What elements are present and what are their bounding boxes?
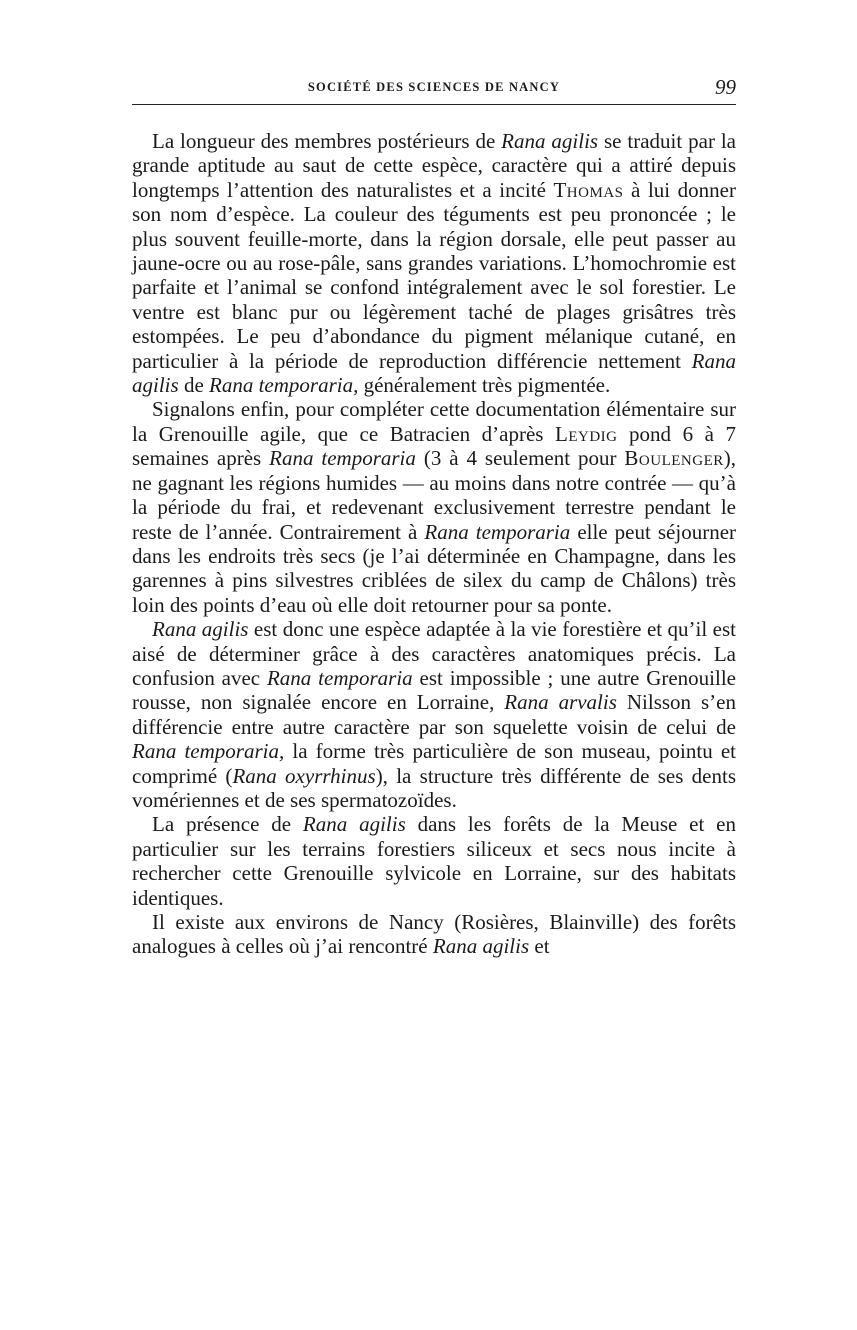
paragraph bbox=[132, 129, 736, 397]
text-run: ), la structure très différente de ses dents vomériennes et de ses spermatozoïdes. bbox=[132, 763, 736, 812]
species-name: Rana temporaria bbox=[424, 519, 571, 544]
paragraph bbox=[132, 910, 736, 959]
species-name: Rana arvalis bbox=[504, 690, 617, 715]
species-name: Rana agilis bbox=[132, 348, 736, 398]
text-run: se traduit par la grande aptitude au saut de cette espèce, caractère qui a attiré depuis longtemps l’attention des naturalistes et a incité bbox=[132, 129, 736, 202]
text-run: (3 à 4 seulement pour bbox=[415, 446, 625, 471]
species-name: Rana temporaria, bbox=[132, 739, 285, 764]
author-name: Boulenger bbox=[624, 446, 724, 471]
paragraph bbox=[132, 397, 736, 617]
text-run: généralement très pigmentée. bbox=[358, 373, 611, 398]
species-name: Rana oxyrrhinus bbox=[232, 763, 376, 788]
paragraph bbox=[132, 617, 736, 812]
species-name: Rana temporaria bbox=[266, 665, 413, 690]
text-run: dans les forêts de la Meuse et en particulier sur les terrains forestiers siliceux et secs nous incite à rechercher cette Grenouille sylvicole en Lorraine, sur des habitats identiques. bbox=[132, 812, 736, 910]
species-name: Rana agilis bbox=[432, 934, 530, 959]
text-run: Signalons enfin, pour compléter cette documentation élémentaire sur la Grenouille agile, que ce Batracien d’après bbox=[132, 397, 736, 446]
text-run: est impossible ; une autre Grenouille rousse, non signalée encore en Lorraine, bbox=[132, 665, 737, 715]
text-run: elle peut séjourner dans les endroits très secs (je l’ai déterminée en Champagne, dans les garennes à pins silvestres criblées de silex du camp de Châlons) très loin des points d’eau où elle doit retourner pour sa ponte. bbox=[132, 519, 737, 617]
text-run: La longueur des membres postérieurs de bbox=[152, 129, 502, 153]
species-name: Rana agilis bbox=[302, 812, 406, 837]
text-run: Nilsson s’en différencie entre autre caractère par son squelette voisin de celui de bbox=[132, 690, 736, 739]
book-page bbox=[132, 74, 736, 959]
text-run: La présence de bbox=[152, 812, 303, 837]
species-name: Rana agilis bbox=[152, 617, 249, 642]
species-name: Rana agilis bbox=[501, 129, 599, 153]
text-run: et bbox=[529, 934, 550, 959]
text-run: la forme très particulière de son museau, pointu et comprimé ( bbox=[132, 739, 736, 788]
author-name: Thomas bbox=[553, 177, 624, 202]
text-run: à lui donner son nom d’espèce. La couleur des téguments est peu prononcée ; le plus souvent feuille-morte, dans la région dorsale, elle peut passer au jaune-ocre ou au rose-pâle, sans grandes variations. L’homochromie est parfaite et l’animal se confond intégralement avec le sol forestier. Le ventre est blanc pur ou légèrement taché de plages grisâtres très estompées. Le peu d’abondance du pigment mélanique cutané, en particulier à la période de reproduction différencie nettement bbox=[132, 177, 736, 373]
running-title: SOCIÉTÉ DES SCIENCES DE NANCY bbox=[307, 80, 561, 94]
text-run: Il existe aux environs de Nancy (Rosières, Blainville) des forêts analogues à celles où j’ai rencontré bbox=[132, 910, 736, 959]
text-run: pond 6 à 7 semaines après bbox=[132, 421, 737, 471]
author-name: Leydig bbox=[555, 421, 618, 446]
text-run: de bbox=[178, 373, 210, 398]
species-name: Rana temporaria bbox=[269, 446, 416, 471]
paragraph bbox=[132, 812, 736, 910]
body-text bbox=[132, 129, 736, 959]
running-head bbox=[132, 74, 736, 105]
page-number: 99 bbox=[715, 75, 736, 99]
species-name: Rana temporaria, bbox=[209, 373, 359, 398]
text-run: est donc une espèce adaptée à la vie forestière et qu’il est aisé de déterminer grâce à des caractères anatomiques précis. La confusion avec bbox=[132, 617, 736, 690]
text-run: ), ne gagnant les régions humides — au moins dans notre contrée — qu’à la période du frai, et redevenant exclusivement terrestre pendant le reste de l’année. Contrairement à bbox=[132, 446, 736, 544]
